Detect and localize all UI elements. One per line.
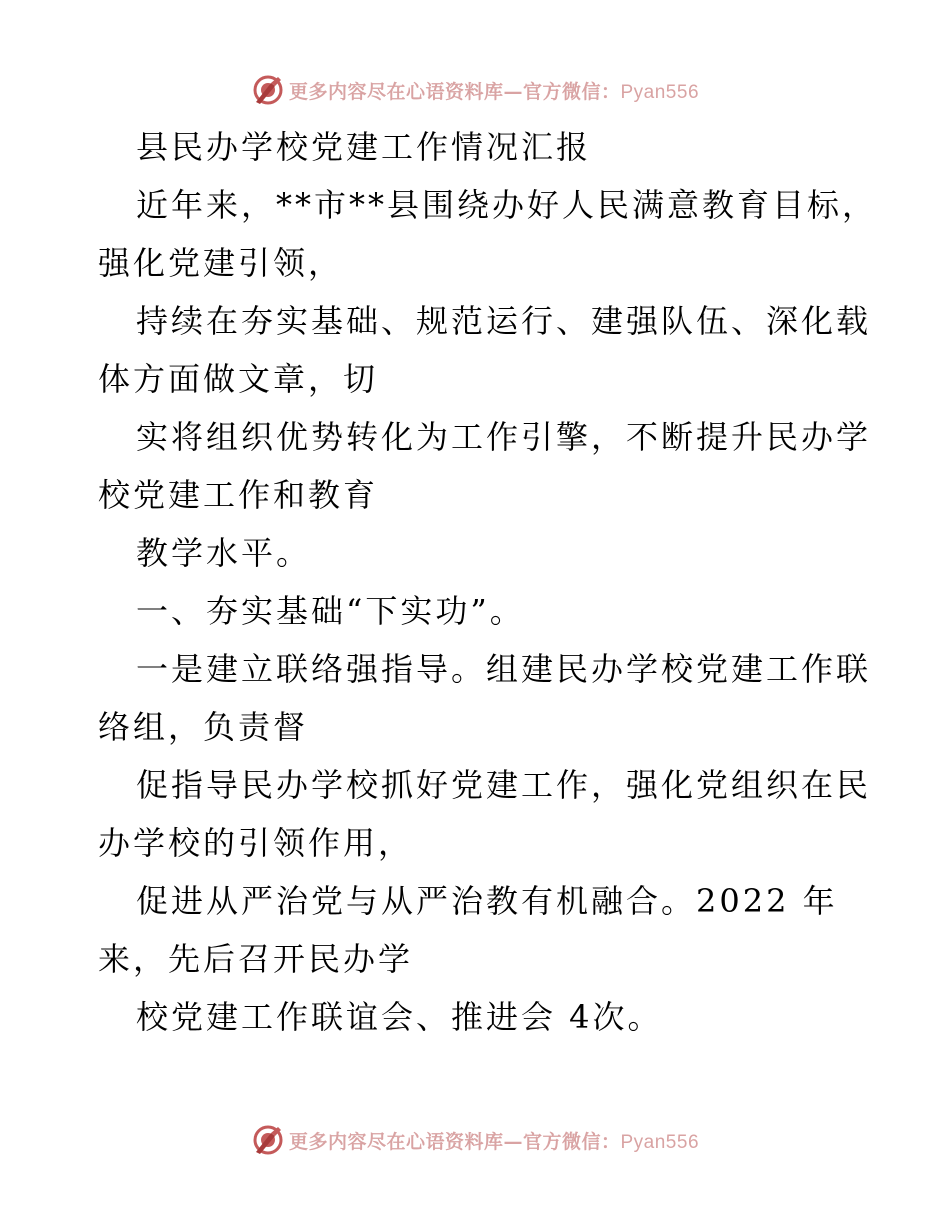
text-line: 办学校的引领作用， [98, 824, 414, 862]
text-line: 体方面做文章，切 [98, 360, 379, 398]
text-line: 络组，负责督 [98, 708, 309, 746]
text-line: 教学水平。 [136, 534, 312, 572]
text-line: 促指导民办学校抓好党建工作，强化党组织在民 [136, 766, 872, 804]
watermark-text: 更多内容尽在心语资料库—官方微信：Pyan556 [288, 1130, 700, 1153]
pen-logo-icon [251, 73, 285, 107]
text-line: 持续在夯实基础、规范运行、建强队伍、深化载 [136, 302, 872, 340]
text-line: 县民办学校党建工作情况汇报 [136, 128, 592, 166]
text-line: 来，先后召开民办学 [98, 940, 414, 978]
pen-logo-icon [251, 1123, 285, 1157]
text-line: 近年来，**市**县围绕办好人民满意教育目标， [136, 186, 878, 224]
section-heading: 一、夯实基础“下实功”。 [136, 592, 525, 630]
footer-watermark [0, 1120, 950, 1160]
document-body [98, 118, 878, 1046]
text-line: 促进从严治党与从严治教有机融合。2022 年 [136, 882, 838, 920]
watermark-text: 更多内容尽在心语资料库—官方微信：Pyan556 [288, 80, 700, 103]
text-line: 校党建工作和教育 [98, 476, 379, 514]
text-line: 一是建立联络强指导。组建民办学校党建工作联 [136, 650, 872, 688]
header-watermark [0, 70, 950, 110]
text-line: 强化党建引领， [98, 244, 344, 282]
text-line: 实将组织优势转化为工作引擎，不断提升民办学 [136, 418, 872, 456]
text-line: 校党建工作联谊会、推进会 4次。 [136, 998, 663, 1036]
